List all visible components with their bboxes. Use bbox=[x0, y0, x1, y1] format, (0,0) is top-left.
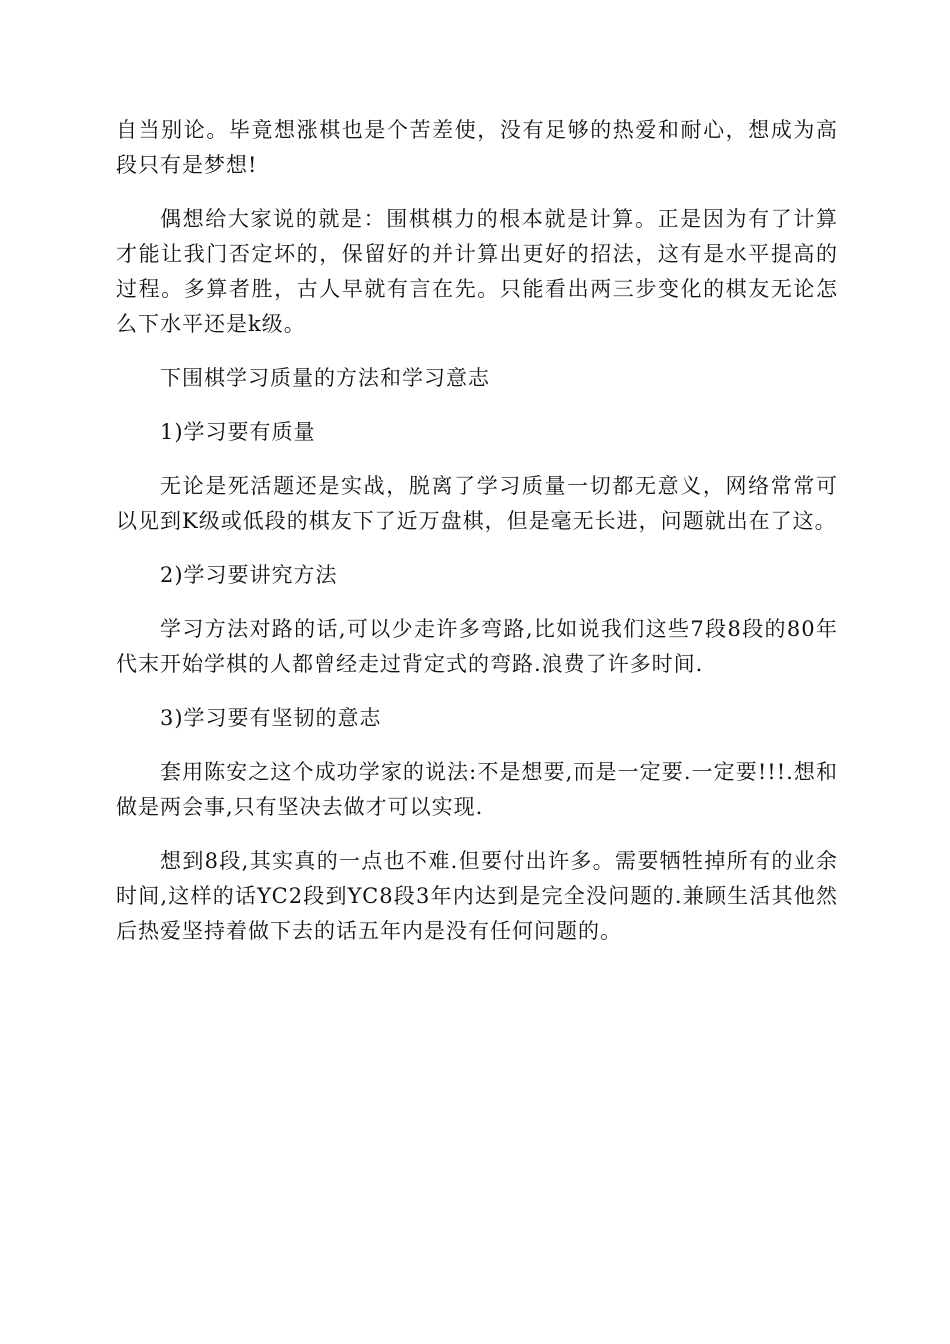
list-item-heading-1: 1)学习要有质量 bbox=[160, 420, 316, 444]
document-body bbox=[116, 113, 838, 968]
paragraph-will: 套用陈安之这个成功学家的说法:不是想要,而是一定要.一定要!!!.想和做是两会事,只有坚决去做才可以实现. bbox=[116, 760, 838, 819]
paragraph-continuation: 自当别论。毕竟想涨棋也是个苦差使，没有足够的热爱和耐心，想成为高段只有是梦想! bbox=[116, 118, 838, 177]
paragraph-conclusion: 想到8段,其实真的一点也不难.但要付出许多。需要牺牲掉所有的业余时间,这样的话YC2段到YC8段3年内达到是完全没问题的.兼顾生活其他然后热爱坚持着做下去的话五年内是没有任何问题的。 bbox=[116, 849, 838, 943]
paragraph-method: 学习方法对路的话,可以少走许多弯路,比如说我们这些7段8段的80年代末开始学棋的人都曾经走过背定式的弯路.浪费了许多时间. bbox=[116, 617, 838, 676]
paragraph-quality: 无论是死活题还是实战，脱离了学习质量一切都无意义，网络常常可以见到K级或低段的棋友下了近万盘棋，但是毫无长进，问题就出在了这。 bbox=[116, 474, 838, 533]
section-heading: 下围棋学习质量的方法和学习意志 bbox=[160, 366, 490, 390]
list-item-heading-2: 2)学习要讲究方法 bbox=[160, 563, 338, 587]
paragraph-calculation: 偶想给大家说的就是：围棋棋力的根本就是计算。正是因为有了计算才能让我门否定坏的，保留好的并计算出更好的招法，这有是水平提高的过程。多算者胜，古人早就有言在先。只能看出两三步变化的棋友无论怎么下水平还是k级。 bbox=[116, 207, 838, 336]
list-item-heading-3: 3)学习要有坚韧的意志 bbox=[160, 706, 382, 730]
